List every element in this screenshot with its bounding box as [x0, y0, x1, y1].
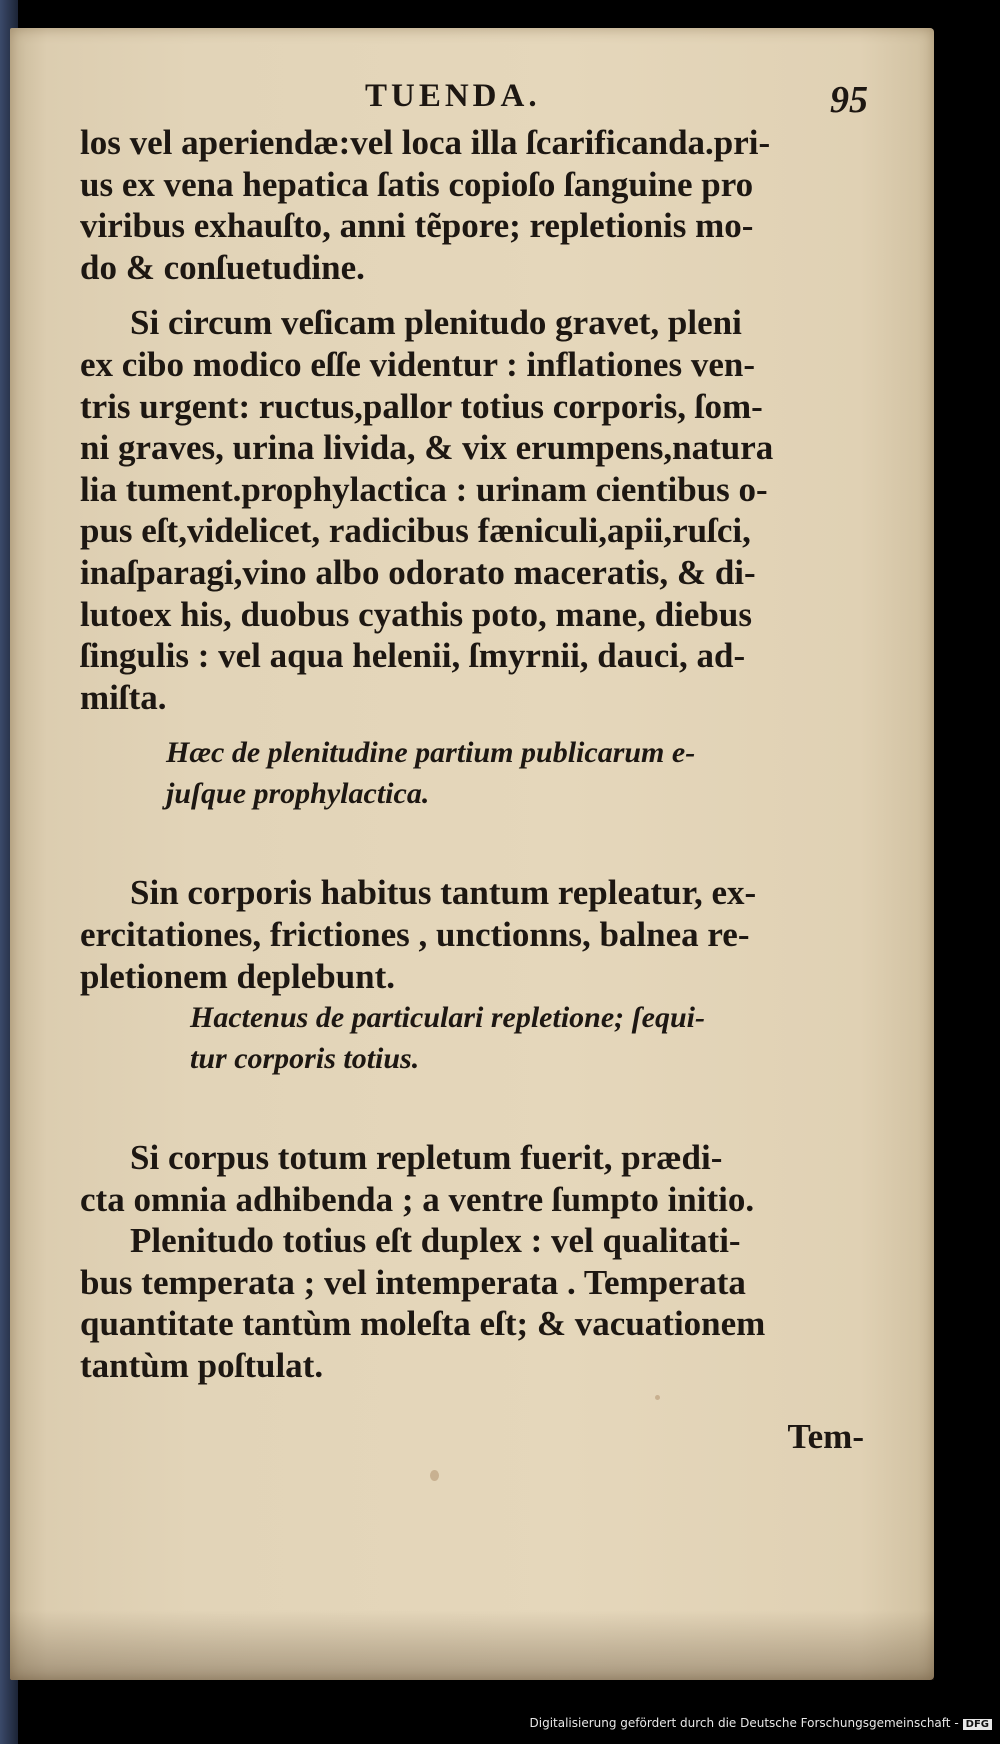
credit-text: Digitalisierung gefördert durch die Deutsche Forschungsgemeinschaft - — [529, 1716, 959, 1730]
note-line: Hæc de plenitudine partium publicarum e- — [166, 736, 696, 770]
text-line: tantùm poſtulat. — [80, 1346, 324, 1386]
paragraph-5 — [80, 1220, 870, 1386]
text-line: lia tument.prophylactica : urinam cientibus o- — [80, 469, 768, 509]
text-line: inaſparagi,vino albo odorato maceratis, & di- — [80, 552, 756, 592]
page-bottom-shadow — [10, 1610, 934, 1680]
text-line: Plenitudo totius eſt duplex : vel qualitati- — [130, 1221, 741, 1261]
paragraph-3 — [80, 872, 870, 997]
text-line: lutoex his, duobus cyathis poto, mane, diebus — [80, 594, 752, 634]
text-line: cta omnia adhibenda ; a ventre ſumpto initio. — [80, 1179, 755, 1219]
paragraph-1 — [80, 122, 870, 288]
page-number: 95 — [830, 79, 868, 121]
catchword: Tem- — [787, 1416, 864, 1456]
text-line: ni graves, urina livida, & vix erumpens,natura — [80, 428, 774, 468]
note-line: tur corporis totius. — [190, 1042, 420, 1076]
note-line: juſque prophylactica. — [166, 777, 430, 811]
dfg-logo: DFG — [963, 1719, 992, 1730]
text-line: miſta. — [80, 677, 167, 717]
marginal-note-2 — [80, 997, 870, 1079]
marginal-note-1 — [80, 732, 870, 814]
text-line: pus eſt,videlicet, radicibus fæniculi,apii,ruſci, — [80, 511, 751, 551]
running-head — [80, 76, 870, 122]
paper-stain — [430, 1470, 439, 1481]
text-line: Si corpus totum repletum fuerit, prædi- — [130, 1138, 723, 1178]
text-line: tris urgent: ructus,pallor totius corporis, ſom- — [80, 386, 763, 426]
note-line: Hactenus de particulari repletione; ſequi- — [190, 1001, 705, 1035]
text-line: quantitate tantùm moleſta eſt; & vacuationem — [80, 1304, 766, 1344]
running-head-title: TUENDA. — [365, 78, 541, 114]
text-line: do & conſuetudine. — [80, 247, 365, 287]
paragraph-4 — [80, 1137, 870, 1220]
text-line: pletionem deplebunt. — [80, 956, 396, 996]
text-line: ex cibo modico eſſe videntur : inflationes ven- — [80, 344, 755, 384]
text-line: us ex vena hepatica ſatis copioſo ſanguine pro — [80, 164, 754, 204]
text-line: ercitationes, frictiones , unctionns, balnea re- — [80, 914, 750, 954]
text-line: ſingulis : vel aqua helenii, ſmyrnii, dauci, ad- — [80, 636, 746, 676]
text-line: los vel aperiendæ:vel loca illa ſcarificanda.pri- — [80, 123, 771, 162]
text-line: bus temperata ; vel intemperata . Temperata — [80, 1262, 746, 1302]
text-line: Si circum veſicam plenitudo gravet, pleni — [130, 303, 742, 343]
text-line: viribus exhauſto, anni tẽpore; repletionis mo- — [80, 206, 754, 246]
text-line: Sin corporis habitus tantum repleatur, ex- — [130, 873, 757, 913]
digitization-credit — [530, 1716, 993, 1730]
paragraph-2 — [80, 302, 870, 718]
page-text — [80, 76, 870, 1457]
